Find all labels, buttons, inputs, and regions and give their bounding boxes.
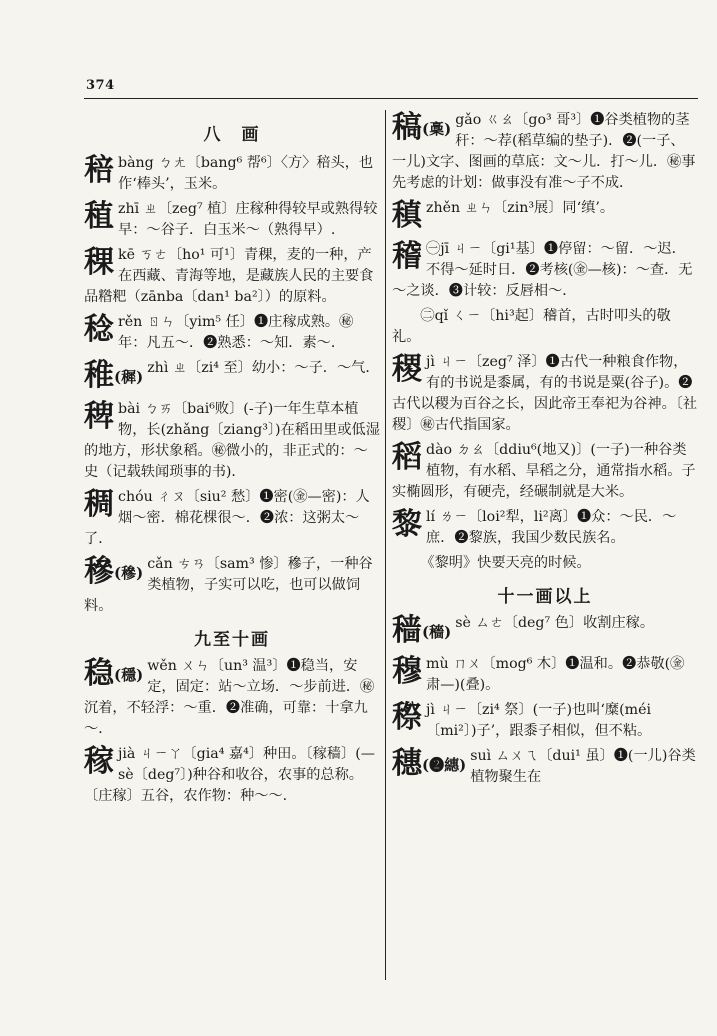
entry-text: jì ㄐㄧ〔zi⁴ 祭〕(一子)也叫‘糜(méi〔mi²〕)子’，跟黍子相似，但不粘。 (426, 702, 652, 739)
entry-text: jià ㄐㄧㄚ〔gia⁴ 嘉⁴〕种田。〔稼穑〕(—sè〔deg⁷〕)种谷和收谷，农事的总称。〔庄稼〕五谷，农作物：种～～. (84, 746, 375, 804)
section-heading: 九至十画 (194, 630, 270, 650)
entry-text: ㊀jī ㄐㄧ〔gi¹基〕❶停留：～留．～迟．不得～延时日．❷考核(㊎—核)：～查．无～之谈．❸计较：反唇相～． (392, 241, 693, 299)
dictionary-entry (392, 654, 698, 696)
dictionary-entry (84, 153, 380, 195)
sub-entry: 《黎明》快要天亮的时候。 (420, 555, 591, 571)
entry-text: chóu ㄔㄡ〔siu² 愁〕❶密(㊎—密)：人烟～密．棉花棵很～．❷浓：这粥太～了． (84, 489, 370, 547)
entry-text: bài ㄅㄞ〔bai⁶败〕(-子)一年生草本植物，长(zhǎng〔ziang³〕)在稻田里或低湿的地方，形状象稻。㊙微小的，非正式的：～史（记载轶闻琐事的书)． (84, 401, 380, 480)
entry-text: zhī ㄓ〔zeg⁷ 植〕庄稼种得较早或熟得较早：～谷子．白玉米～（熟得早）. (118, 201, 378, 238)
section-heading: 十一画以上 (497, 587, 593, 607)
dictionary-entry (84, 744, 380, 807)
headword: 稞 (84, 245, 114, 280)
dictionary-entry (84, 245, 380, 308)
entry-text: dào ㄉㄠ〔ddiu⁶(地又)〕(一子)一种谷类植物，有水稻、旱稻之分，通常指水稻。子实椭圆形，有硬壳，经碾制就是大米。 (392, 442, 696, 500)
headword: 穆 (392, 654, 422, 689)
dictionary-entry (392, 700, 698, 742)
dictionary-entry (84, 656, 380, 740)
headword: 穗(❷繐) (392, 746, 467, 781)
dictionary-entry (84, 487, 380, 550)
entry-text: mù ㄇㄨ〔mog⁶ 木〕❶温和。❷恭敬(㊎肃—)(叠)。 (426, 656, 685, 693)
entry-text: wěn ㄨㄣ〔un³ 温³〕❶稳当，安定，固定：站～立场．～步前进．㊙沉着，不轻浮：～重．❷准确，可靠：十拿九～． (84, 658, 375, 737)
entry-text: bàng ㄅㄤ〔bang⁶ 帮⁶〕〈方〉稖头，也作‘棒头’，玉米。 (118, 155, 374, 192)
entry-text: gǎo ㄍㄠ〔go³ 哥³〕❶谷类植物的茎秆：～荐(稻草编的垫子)．❷(一子、一儿)文字、图画的草底：文～儿．打～儿．㊙事先考虑的计划：做事没有准～子不成． (392, 112, 696, 191)
entry-text: rěn ㄖㄣ〔yim⁵ 任〕❶庄稼成熟。㊙年：凡五～．❷熟悉：～知．素～． (118, 314, 354, 351)
entry-text: sè ㄙㄜ〔deg⁷ 色〕收割庄稼。 (455, 615, 655, 631)
headword: 稹 (392, 198, 422, 233)
headword: 稖 (84, 153, 114, 188)
dictionary-entry (392, 352, 698, 436)
dictionary-entry (392, 110, 698, 194)
headword: 黎 (392, 507, 422, 542)
dictionary-entry (392, 746, 698, 788)
headword: 穄 (392, 700, 422, 735)
entry-text: zhì ㄓ〔zi⁴ 至〕幼小：～子．～气． (147, 360, 380, 376)
dictionary-entry (84, 399, 380, 483)
headword: 稽 (392, 239, 422, 274)
dictionary-entry (84, 312, 380, 354)
headword: 稗 (84, 399, 114, 434)
dictionary-entry (392, 239, 698, 302)
headword: 稷 (392, 352, 422, 387)
entry-text: suì ㄙㄨㄟ〔dui¹ 虽〕❶(一儿)谷类植物聚生在 (470, 748, 696, 785)
entry-text: kē ㄎㄜ〔ho¹ 可¹〕青稞，麦的一种，产在西藏、青海等地，是藏族人民的主要食品糌粑（zānba〔dan¹ ba²〕）的原料。 (84, 247, 374, 305)
top-rule (84, 98, 698, 99)
dictionary-entry (392, 440, 698, 503)
headword: 稔 (84, 312, 114, 347)
entry-text: jì ㄐㄧ〔zeg⁷ 泽〕❶古代一种粮食作物，有的书说是黍属，有的书说是粟(谷子)。❷古代以稷为百谷之长，因此帝王奉祀为谷神。〔社稷〕㊙古代指国家。 (392, 354, 698, 433)
headword: 稚(穉) (84, 358, 144, 393)
dictionary-entry (84, 199, 380, 241)
headword: 稠 (84, 487, 114, 522)
entry-text: zhěn ㄓㄣ〔zin³展〕同‘缜’。 (426, 200, 615, 216)
headword: 稙 (84, 199, 114, 234)
headword: 稼 (84, 744, 114, 779)
page-number: 374 (86, 78, 115, 93)
headword: 稳(穩) (84, 656, 144, 691)
dictionary-entry (84, 554, 380, 617)
headword: 稿(稾) (392, 110, 452, 145)
dictionary-entry (392, 613, 698, 650)
sub-entry: ㊁qǐ ㄑㄧ〔hi³起〕稽首，古时叩头的敬礼。 (392, 308, 671, 345)
dictionary-entry (392, 507, 698, 549)
entry-text: cǎn ㄘㄢ〔sam³ 惨〕穇子，一种谷类植物，子实可以吃，也可以做饲料。 (84, 556, 373, 614)
left-column (84, 110, 380, 990)
headword: 穇(穇) (84, 554, 144, 589)
right-column (392, 110, 698, 990)
column-divider (385, 110, 386, 980)
dictionary-entry (392, 198, 698, 235)
section-heading: 八 画 (203, 125, 261, 145)
headword: 穑(穡) (392, 613, 452, 648)
entry-text: lí ㄌㄧ〔loi²犁，li²离〕❶众：～民．～庶．❷黎族，我国少数民族名。 (426, 509, 677, 546)
dictionary-entry (84, 358, 380, 395)
headword: 稻 (392, 440, 422, 475)
